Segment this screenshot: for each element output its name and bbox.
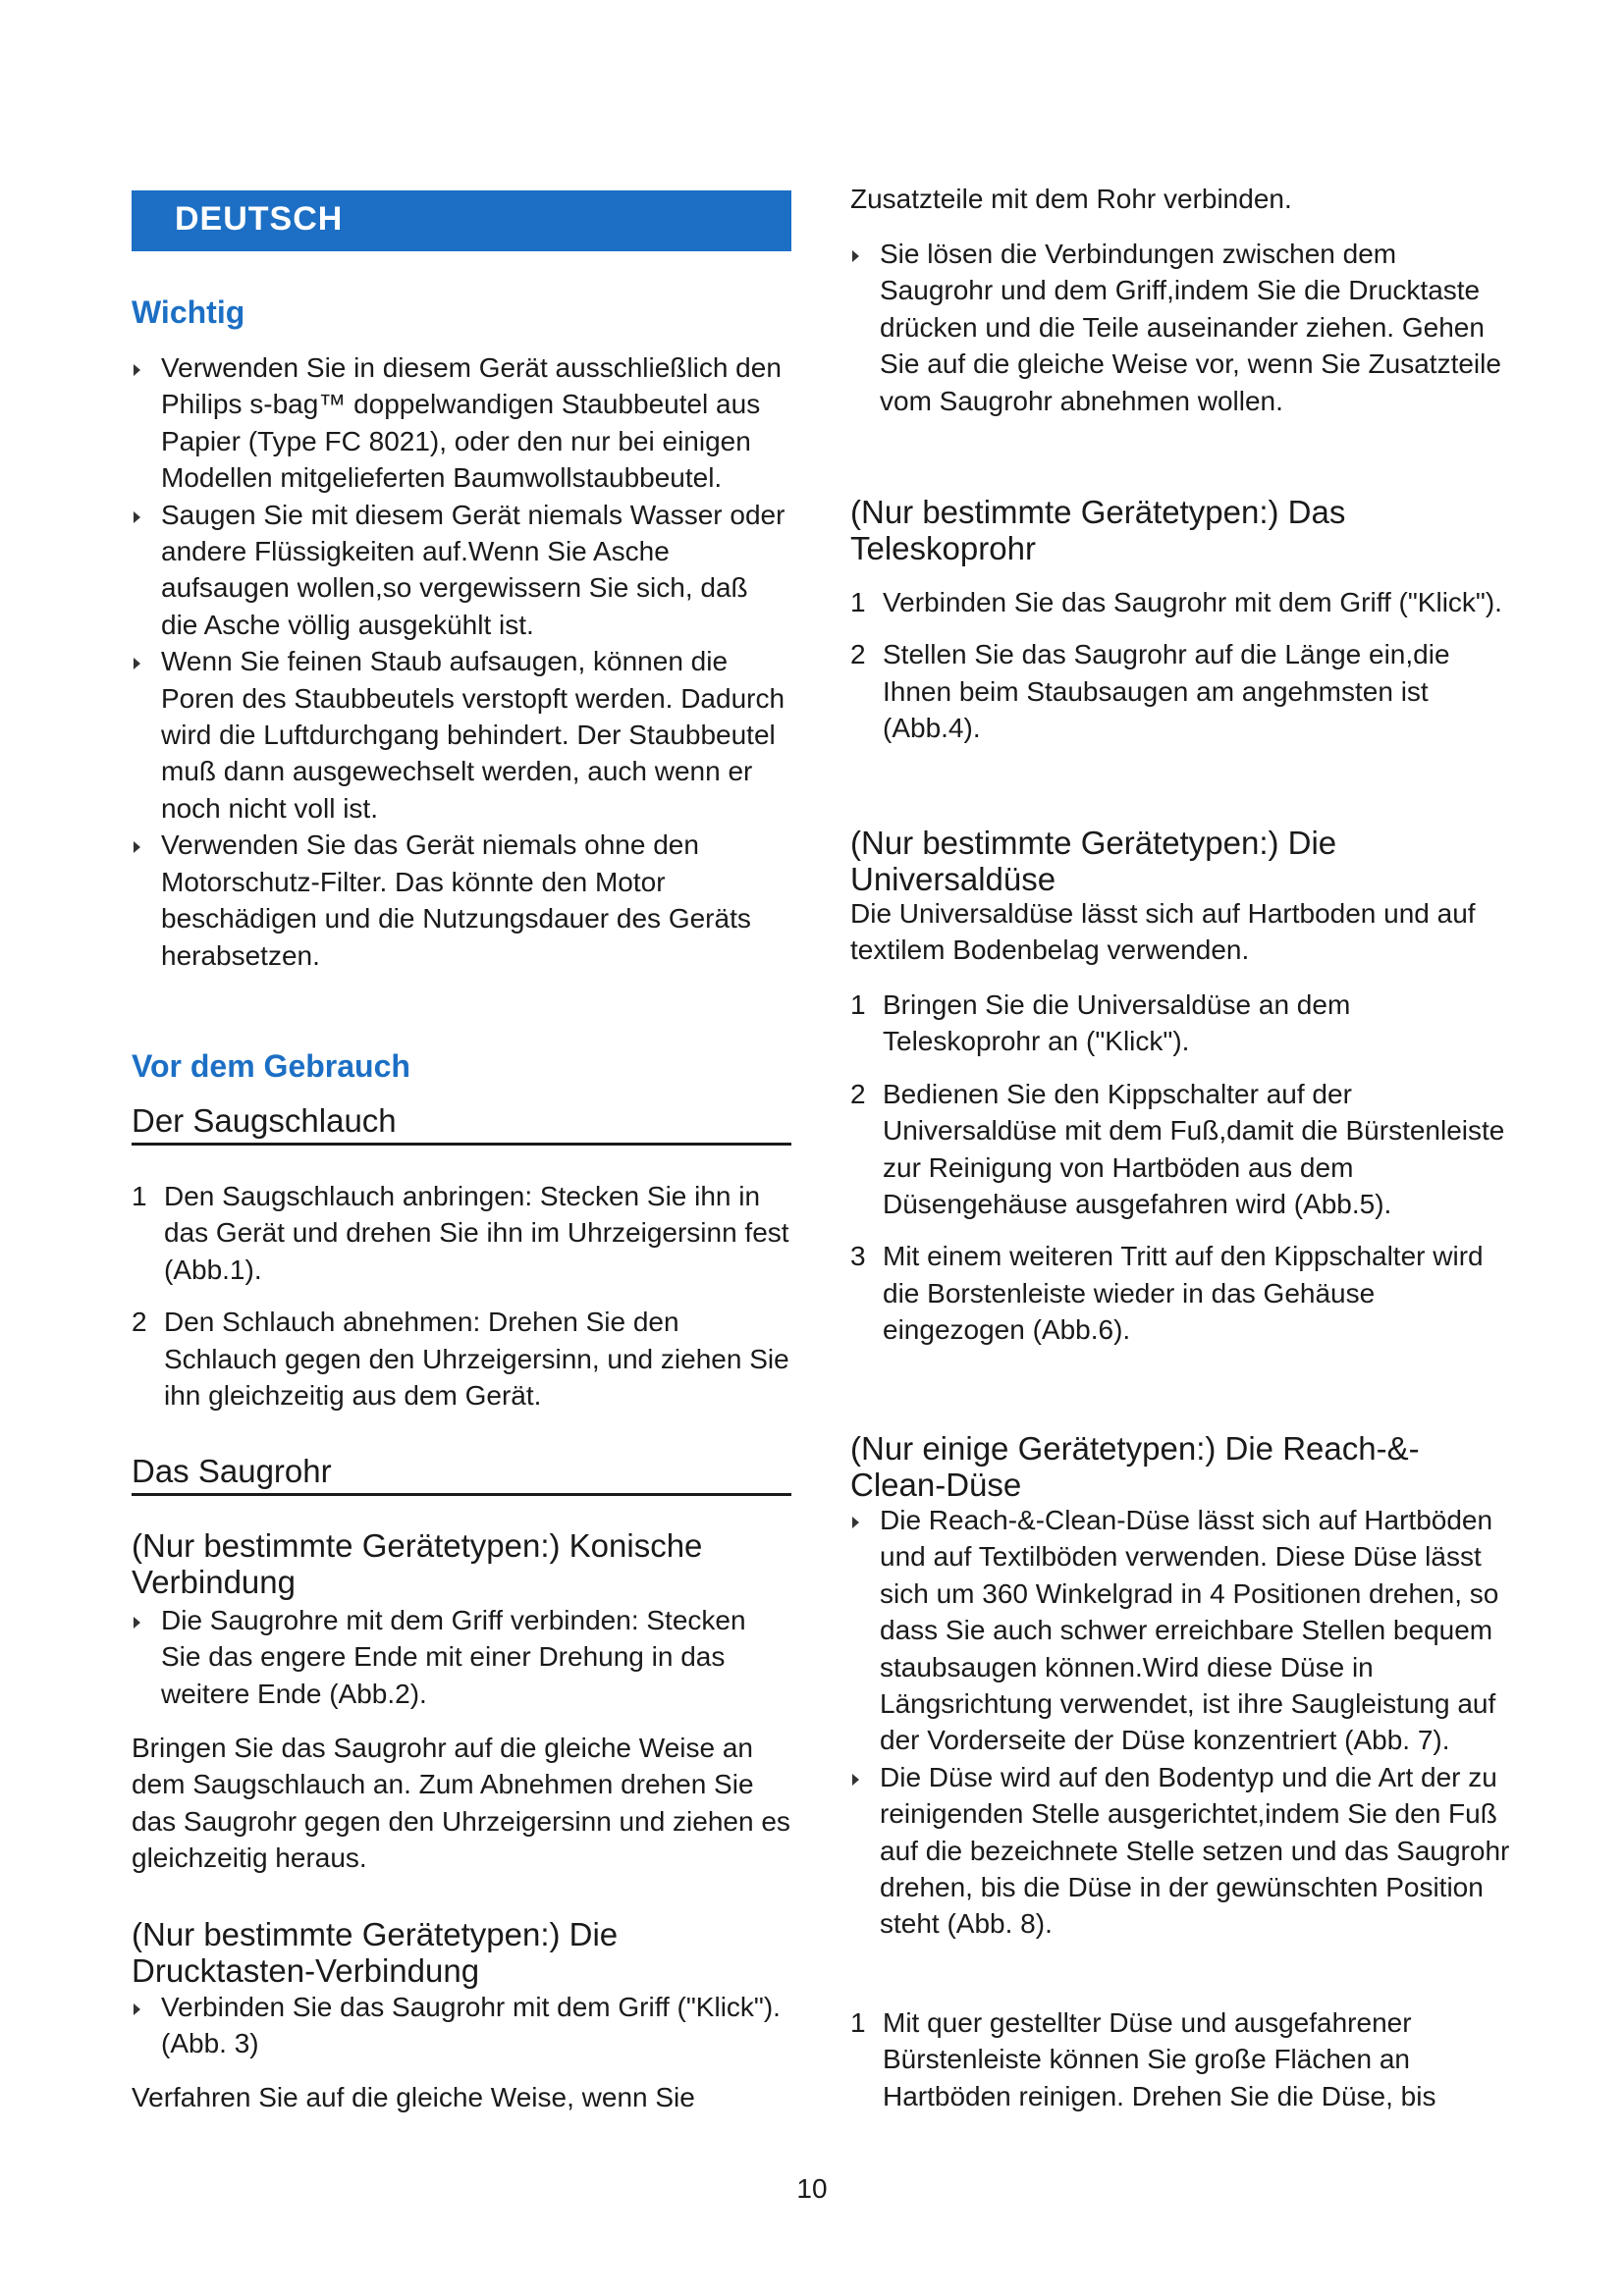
step-number: 2 (132, 1307, 147, 1338)
list-item: Die Reach-&-Clean-Düse lässt sich auf Hartböden und auf Textilböden verwenden. Diese Düse lässt sich um 360 Winkelgrad in 4 Positionen drehen, so dass Sie auch schwer erreichbare Stellen bequem staubsaugen können.Wird diese Düse in Längsrichtung verwendet, ist ihre Saugleistung auf der Vorderseite der Düse konzentriert (Abb. 7). (850, 1502, 1510, 1759)
language-header-bar (132, 190, 791, 251)
druck-paragraph: Verfahren Sie auf die gleiche Weise, wenn Sie (132, 2082, 695, 2112)
step-number: 3 (850, 1241, 866, 1272)
step-text: Den Schlauch abnehmen: Drehen Sie den Schlauch gegen den Uhrzeigersinn, und ziehen Sie ihn gleichzeitig aus dem Gerät. (164, 1307, 789, 1412)
step-text: Bringen Sie die Universaldüse an dem Teleskoprohr an ("Klick"). (883, 989, 1351, 1057)
step-text: Stellen Sie das Saugrohr auf die Länge ein,die Ihnen beim Staubsaugen am angehmsten ist (Abb.4). (883, 639, 1450, 744)
subheading-konische-verbindung: (Nur bestimmte Gerätetypen:) Konische Verbindung (132, 1527, 703, 1600)
continued-bullet-list (850, 236, 1510, 419)
step-text: Verbinden Sie das Saugrohr mit dem Griff ("Klick"). (883, 587, 1502, 617)
list-item (850, 987, 1510, 1060)
section-title-vor-dem-gebrauch: Vor dem Gebrauch (132, 1048, 410, 1084)
step-text: Den Saugschlauch anbringen: Stecken Sie ihn in das Gerät und drehen Sie ihn im Uhrzeigersinn fest (Abb.1). (164, 1181, 789, 1285)
universal-steps (850, 987, 1510, 1349)
subsection-title-saugschlauch: Der Saugschlauch (132, 1101, 791, 1146)
list-item: Saugen Sie mit diesem Gerät niemals Wasser oder andere Flüssigkeiten auf.Wenn Sie Asche aufsaugen wollen,so vergewissern Sie sich, daß die Asche völlig ausgekühlt ist. (132, 497, 791, 644)
list-item: Die Düse wird auf den Bodentyp und die Art der zu reinigenden Stelle ausgerichtet,indem Sie den Fuß auf die bezeichnete Stelle setzen und das Saugrohr drehen, bis die Düse in der gewünschten Position steht (Abb. 8). (850, 1759, 1510, 1943)
teleskop-steps (850, 584, 1510, 747)
reach-steps (850, 2004, 1510, 2114)
wichtig-bullet-list (132, 349, 791, 974)
subheading-drucktasten-verbindung: (Nur bestimmte Gerätetypen:) Die Drucktasten-Verbindung (132, 1916, 619, 1989)
language-label: DEUTSCH (175, 200, 344, 238)
reach-bullet-list (850, 1502, 1510, 1943)
list-item: Verbinden Sie das Saugrohr mit dem Griff ("Klick"). (Abb. 3) (132, 1989, 791, 2062)
step-number: 2 (850, 639, 866, 670)
list-item (850, 584, 1510, 620)
page-number: 10 (796, 2173, 828, 2204)
list-item (132, 1178, 791, 1288)
list-item (850, 1076, 1510, 1223)
list-item (850, 2004, 1510, 2114)
subheading-universalduese: (Nur bestimmte Gerätetypen:) Die Universaldüse (850, 825, 1337, 897)
section-title-wichtig: Wichtig (132, 294, 245, 330)
continued-line: Zusatzteile mit dem Rohr verbinden. (850, 184, 1292, 214)
step-number: 2 (850, 1078, 866, 1109)
step-text: Mit quer gestellter Düse und ausgefahrener Bürstenleiste können Sie große Flächen an Hartböden reinigen. Drehen Sie die Düse, bis (883, 2007, 1436, 2111)
step-number: 1 (850, 587, 866, 617)
step-number: 1 (850, 2007, 866, 2038)
list-item (850, 636, 1510, 746)
step-number: 1 (850, 989, 866, 1020)
subheading-reach-clean-duese: (Nur einige Gerätetypen:) Die Reach-&-Clean-Düse (850, 1430, 1420, 1503)
list-item (132, 1304, 791, 1414)
step-number: 1 (132, 1181, 147, 1211)
step-text: Mit einem weiteren Tritt auf den Kippschalter wird die Borstenleiste wieder in das Gehäuse eingezogen (Abb.6). (883, 1241, 1484, 1346)
subheading-teleskoprohr: (Nur bestimmte Gerätetypen:) Das Teleskoprohr (850, 494, 1346, 566)
konisch-paragraph: Bringen Sie das Saugrohr auf die gleiche Weise an dem Saugschlauch an. Zum Abnehmen drehen Sie das Saugrohr gegen den Uhrzeigersinn und ziehen es gleichzeitig heraus. (132, 1733, 790, 1874)
list-item: Verwenden Sie das Gerät niemals ohne den Motorschutz-Filter. Das könnte den Motor beschädigen und die Nutzungsdauer des Geräts herabsetzen. (132, 827, 791, 974)
druck-bullet-list (132, 1989, 791, 2062)
subsection-title-saugrohr: Das Saugrohr (132, 1452, 791, 1496)
list-item: Wenn Sie feinen Staub aufsaugen, können die Poren des Staubbeutels verstopft werden. Dadurch wird die Luftdurchgang behindert. Der Staubbeutel muß dann ausgewechselt werden, auch wenn er noch nicht voll ist. (132, 643, 791, 827)
saugschlauch-steps (132, 1178, 791, 1414)
list-item: Sie lösen die Verbindungen zwischen dem Saugrohr und dem Griff,indem Sie die Drucktaste drücken und die Teile auseinander ziehen. Gehen Sie auf die gleiche Weise vor, wenn Sie Zusatzteile vom Saugrohr abnehmen wollen. (850, 236, 1510, 419)
konisch-bullet-list (132, 1602, 791, 1712)
universal-intro: Die Universaldüse lässt sich auf Hartboden und auf textilem Bodenbelag verwenden. (850, 898, 1476, 966)
list-item: Verwenden Sie in diesem Gerät ausschließlich den Philips s-bag™ doppelwandigen Staubbeutel aus Papier (Type FC 8021), oder den nur bei einigen Modellen mitgelieferten Baumwollstaubbeutel. (132, 349, 791, 497)
list-item (850, 1238, 1510, 1348)
step-text: Bedienen Sie den Kippschalter auf der Universaldüse mit dem Fuß,damit die Bürstenleiste zur Reinigung von Hartböden aus dem Düsengehäuse ausgefahren wird (Abb.5). (883, 1078, 1505, 1220)
list-item: Die Saugrohre mit dem Griff verbinden: Stecken Sie das engere Ende mit einer Drehung in das weitere Ende (Abb.2). (132, 1602, 791, 1712)
